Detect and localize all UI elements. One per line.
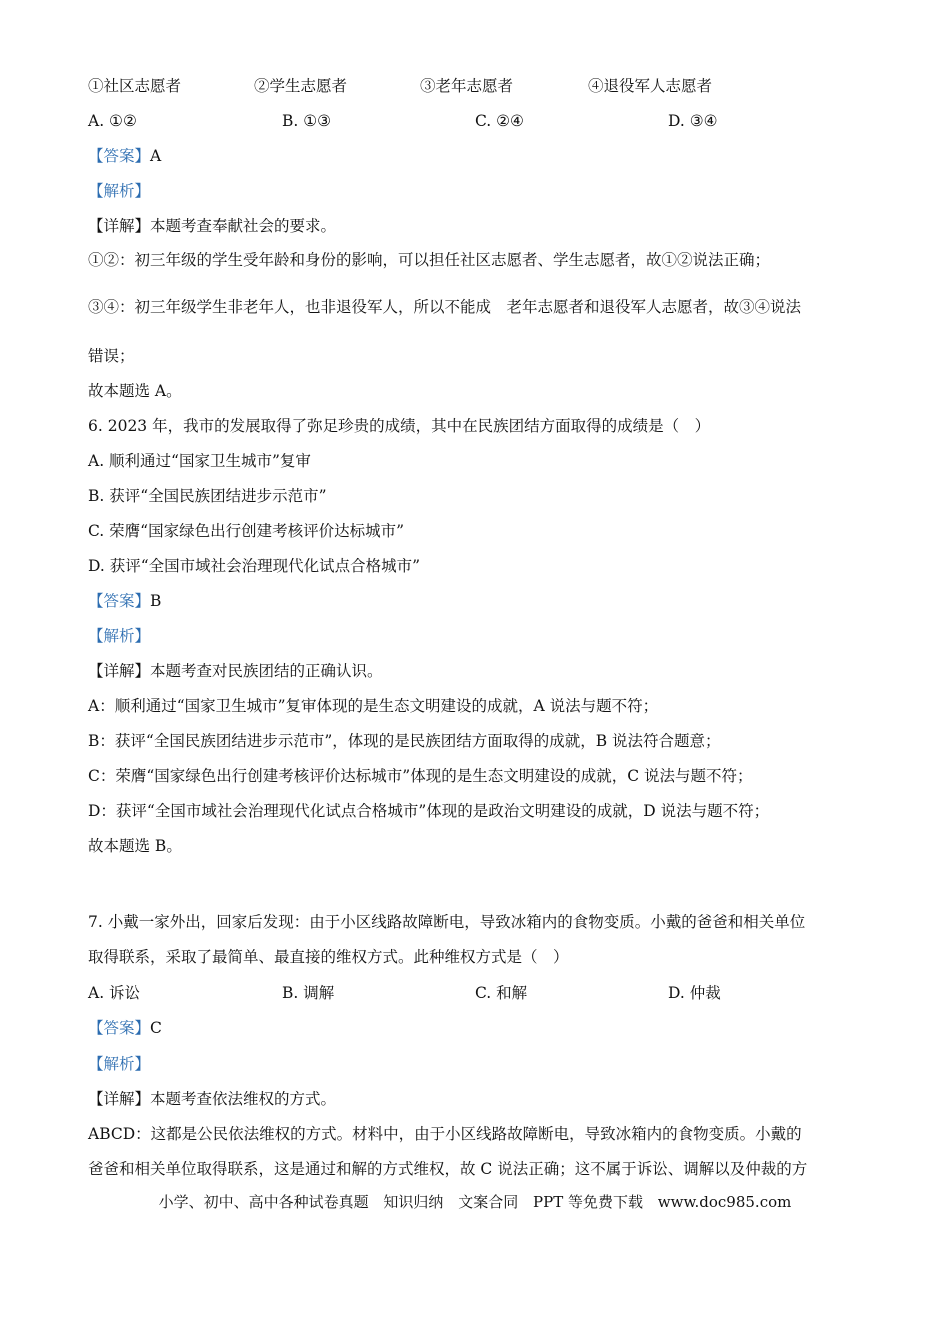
q5-option-d: D. ③④ (668, 112, 718, 130)
footer-text-2: 知识归纳 (383, 1193, 444, 1211)
q6-conclusion: 故本题选 B。 (88, 837, 182, 855)
q6-line-a: A：顺利通过“国家卫生城市”复审体现的是生态文明建设的成就，A 说法与题不符； (88, 697, 659, 715)
q7-option-c: C. 和解 (475, 984, 528, 1002)
item-4: ④退役军人志愿者 (588, 77, 713, 95)
q7-line-1: ABCD：这都是公民依法维权的方式。材料中，由于小区线路故障断电，导致冰箱内的食物变质。小戴的 (88, 1125, 802, 1143)
q6-option-d: D. 获评“全国市域社会治理现代化试点合格城市” (88, 557, 421, 575)
footer-text-4: PPT 等免费下载 (533, 1193, 643, 1211)
item-2: ②学生志愿者 (254, 77, 348, 95)
q6-option-c: C. 荣膺“国家绿色出行创建考核评价达标城市” (88, 522, 405, 540)
q6-answer: 【答案】B (88, 592, 162, 610)
q7-analysis-tag: 【解析】 (88, 1055, 151, 1073)
q7-stem-2: 取得联系，采取了最简单、最直接的维权方式。此种维权方式是（ ） (88, 948, 569, 966)
q6-option-b: B. 获评“全国民族团结进步示范市” (88, 487, 327, 505)
q5-line-2: ③④：初三年级学生非老年人，也非退役军人，所以不能成 老年志愿者和退役军人志愿者，故③④说法 (88, 298, 802, 316)
item-1: ①社区志愿者 (88, 77, 182, 95)
answer-tag: 【答案】 (88, 147, 151, 165)
q6-line-b: B：获评“全国民族团结进步示范市”，体现的是民族团结方面取得的成就，B 说法符合题意； (88, 732, 721, 750)
q6-detail: 【详解】本题考查对民族团结的正确认识。 (88, 662, 383, 680)
q6-stem: 6. 2023 年，我市的发展取得了弥足珍贵的成绩，其中在民族团结方面取得的成绩是（ ） (88, 417, 711, 435)
q7-line-2: 爸爸和相关单位取得联系，这是通过和解的方式维权，故 C 说法正确；这不属于诉讼、调解以及仲裁的方 (88, 1160, 808, 1178)
footer-text-1: 小学、初中、高中各种试卷真题 (158, 1193, 369, 1211)
item-3: ③老年志愿者 (420, 77, 514, 95)
footer-text-3: 文案合同 (458, 1193, 519, 1211)
q5-option-a: A. ①② (88, 112, 137, 130)
q5-option-b: B. ①③ (282, 112, 332, 130)
q7-option-a: A. 诉讼 (88, 984, 141, 1002)
q5-analysis-tag: 【解析】 (88, 182, 151, 200)
q6-line-c: C：荣膺“国家绿色出行创建考核评价达标城市”体现的是生态文明建设的成就，C 说法与题不符； (88, 767, 753, 785)
q6-analysis-tag: 【解析】 (88, 627, 151, 645)
q7-option-b: B. 调解 (282, 984, 335, 1002)
q7-option-d: D. 仲裁 (668, 984, 721, 1002)
q7-stem-1: 7. 小戴一家外出，回家后发现：由于小区线路故障断电，导致冰箱内的食物变质。小戴的爸爸和相关单位 (88, 913, 806, 931)
page-footer (0, 1191, 950, 1212)
q5-option-c: C. ②④ (475, 112, 524, 130)
q5-detail: 【详解】本题考查奉献社会的要求。 (88, 217, 337, 235)
answer-value: A (150, 147, 162, 165)
q5-answer (88, 146, 161, 166)
q6-option-a: A. 顺利通过“国家卫生城市”复审 (88, 452, 311, 470)
q5-line-1: ①②：初三年级的学生受年龄和身份的影响，可以担任社区志愿者、学生志愿者，故①②说法正确； (88, 251, 771, 269)
q5-line-3: 错误； (88, 347, 135, 365)
footer-url[interactable]: www.doc985.com (657, 1193, 792, 1211)
q7-answer: 【答案】C (88, 1019, 162, 1037)
q6-line-d: D：获评“全国市域社会治理现代化试点合格城市”体现的是政治文明建设的成就，D 说法与题不符； (88, 802, 770, 820)
q5-line-4: 故本题选 A。 (88, 382, 182, 400)
q7-detail: 【详解】本题考查依法维权的方式。 (88, 1090, 337, 1108)
